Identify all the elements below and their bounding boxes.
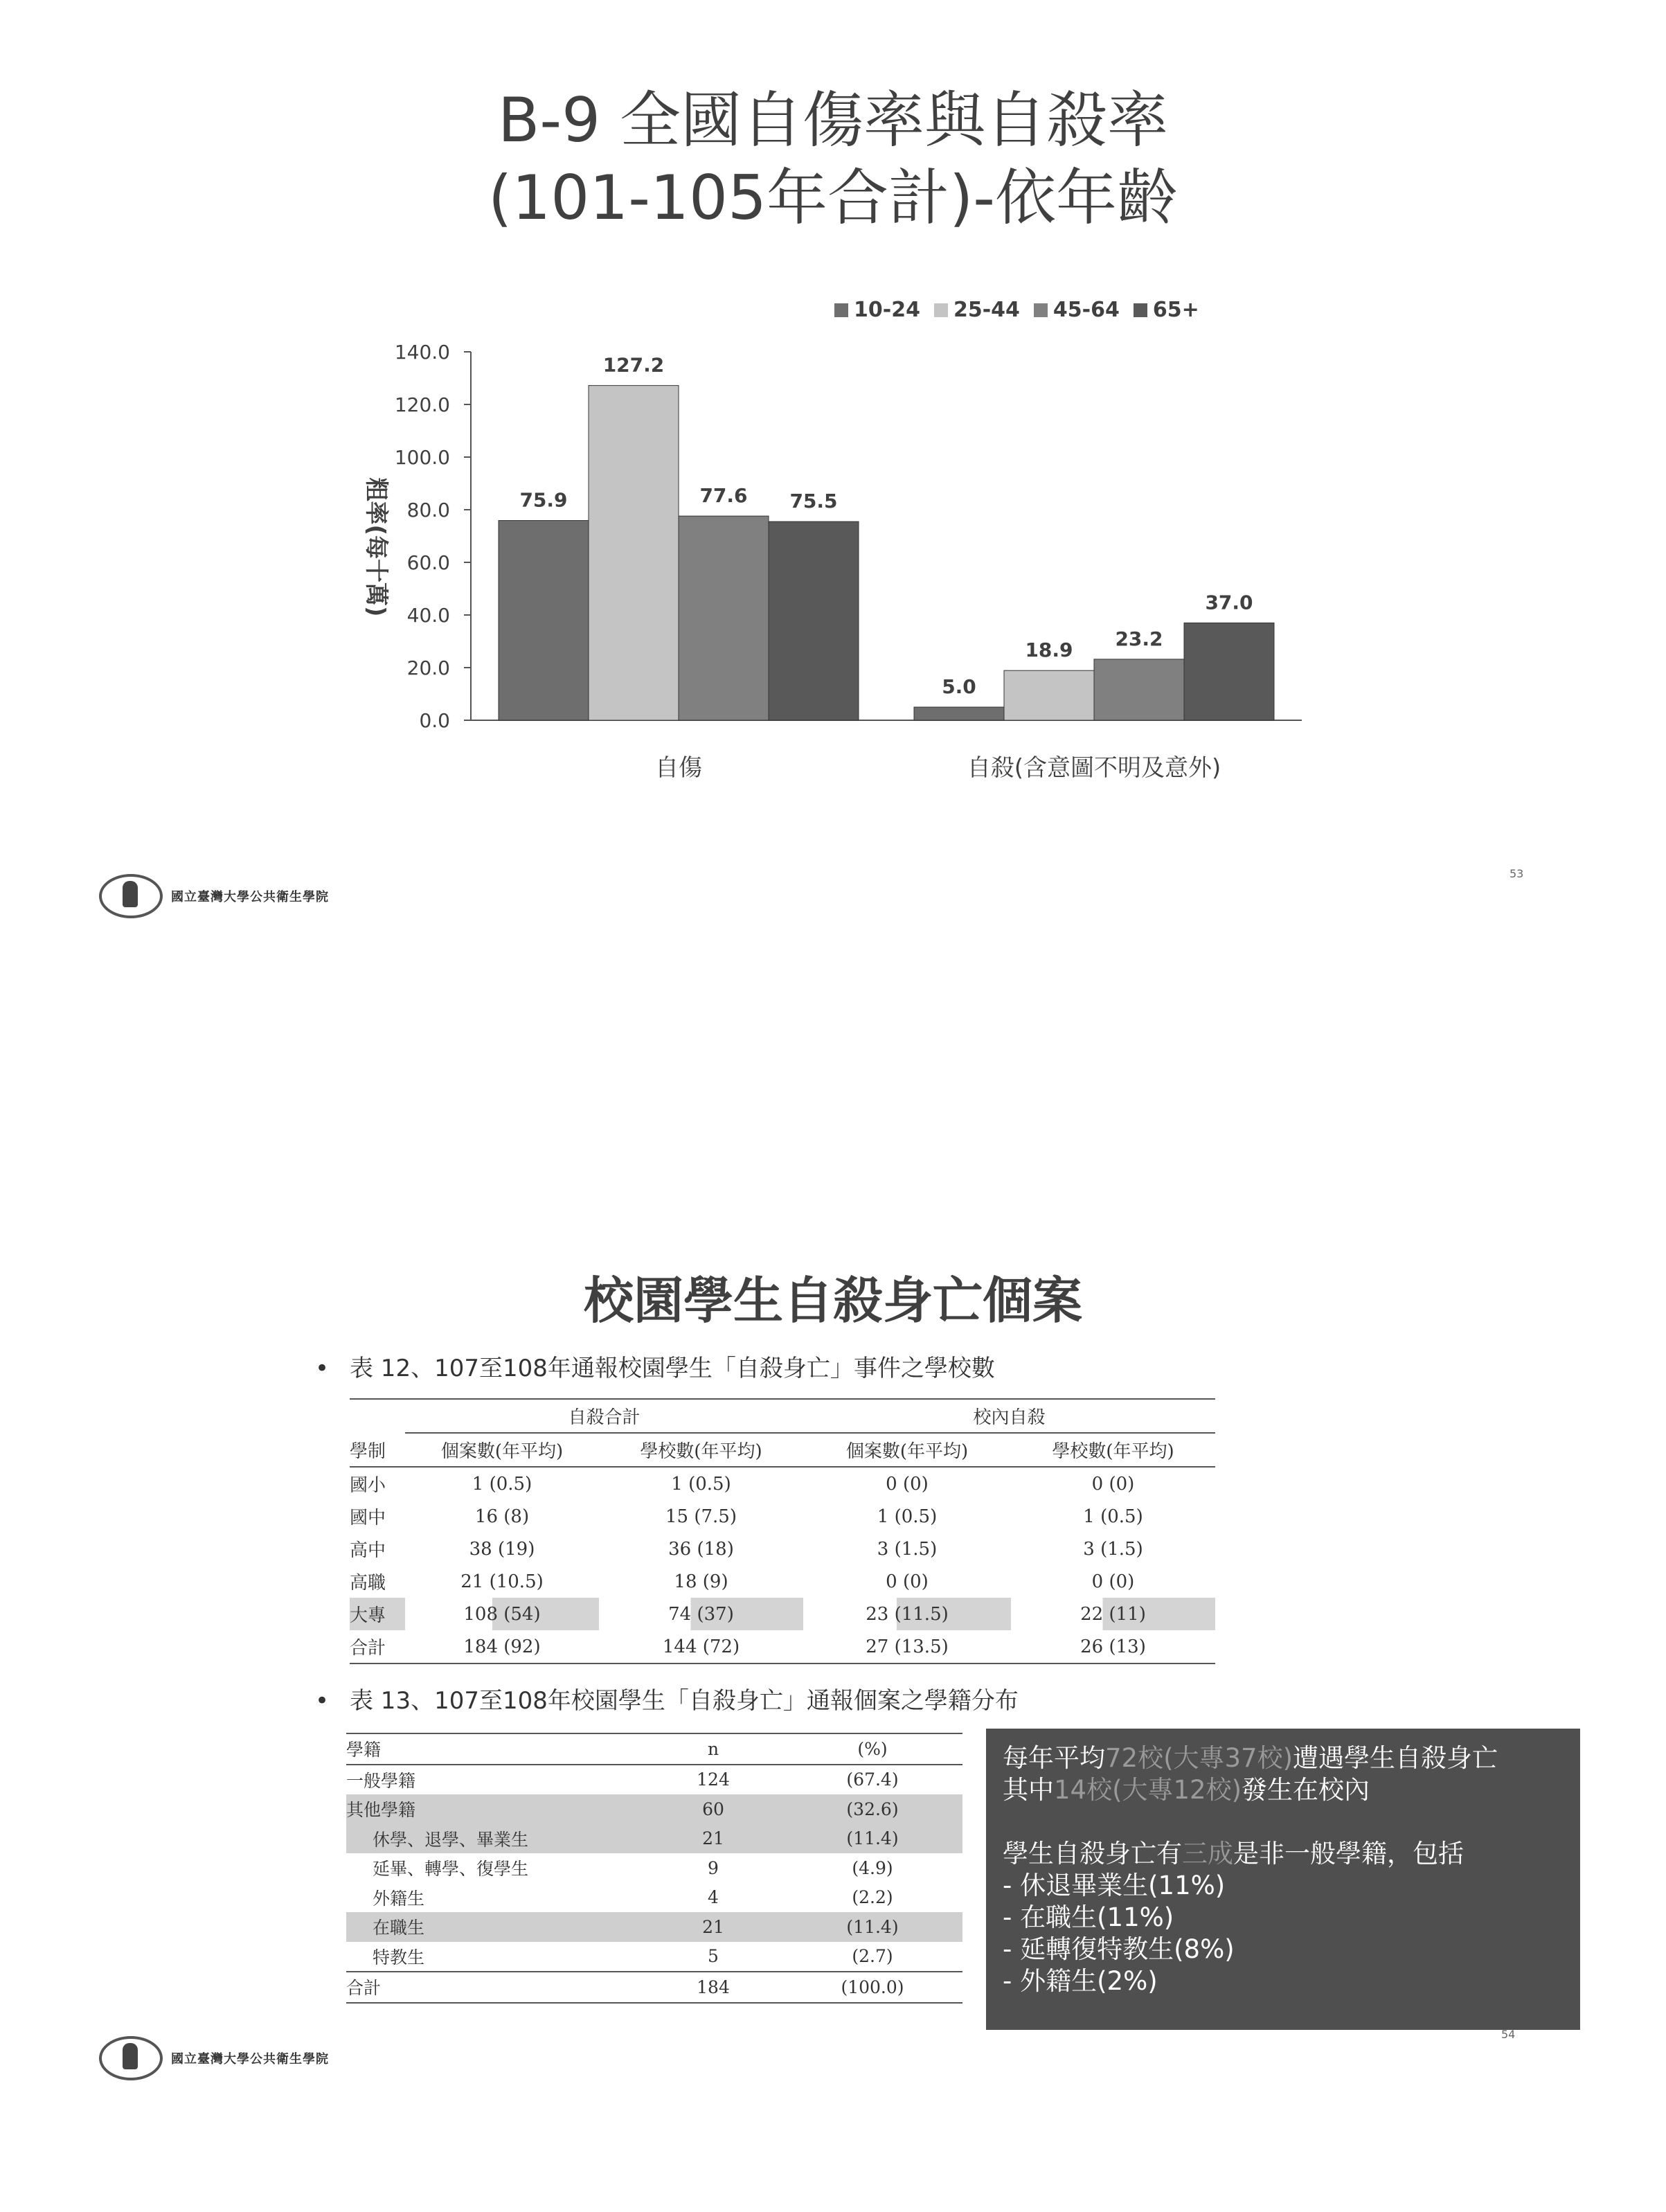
bar-25-44-1 [1004, 670, 1094, 720]
footer-logo [99, 2036, 329, 2080]
callout-list-item: - 在職生(11%) [1003, 1902, 1174, 1932]
table-cell: 3 (1.5) [877, 1538, 938, 1560]
table13-caption-text: 表 13、107至108年校園學生「自殺身亡」通報個案之學籍分布 [350, 1687, 1019, 1715]
corner-cell [350, 1399, 405, 1433]
table-cell: 23 (11.5) [803, 1598, 1011, 1630]
table-cell: 144 (72) [662, 1636, 740, 1657]
column-header: 個案數(年平均) [440, 1441, 564, 1462]
bar-value-label: 127.2 [602, 353, 665, 377]
legend-label: 45-64 [1053, 298, 1120, 322]
ntu-cph-logo-icon [99, 2036, 163, 2080]
callout-text: 其中 [1003, 1775, 1054, 1805]
table-row [346, 1883, 962, 1913]
callout-highlight: 三成 [1182, 1839, 1233, 1868]
row-label-cell: 大專 [350, 1598, 405, 1630]
table-cell: 60 [702, 1799, 724, 1819]
x-category-label: 自殺(含意圖不明及意外) [967, 754, 1221, 782]
group-header: 校內自殺 [803, 1399, 1215, 1433]
table-row [346, 1824, 962, 1854]
row-label-cell: 休學、退學、畢業生 [373, 1829, 529, 1850]
table-cell: 9 [708, 1857, 719, 1878]
table-row [346, 1942, 962, 1972]
legend-label: 10-24 [854, 298, 920, 322]
callout-highlight: 72校(大專37校) [1105, 1743, 1293, 1773]
table-cell: 16 (8) [474, 1506, 530, 1527]
bar-value-label: 37.0 [1205, 591, 1253, 614]
table-cell: 27 (13.5) [866, 1636, 949, 1657]
callout-line [1003, 1838, 1564, 1870]
table-cell: 0 (0) [886, 1473, 929, 1495]
column-header: 個案數(年平均) [845, 1441, 969, 1462]
row-label-cell: 合計 [350, 1638, 386, 1659]
table-cell: 184 (92) [463, 1636, 541, 1657]
table-cell: 26 (13) [1080, 1636, 1146, 1657]
row-label-cell: 一般學籍 [346, 1770, 416, 1791]
table-cell: 38 (19) [469, 1538, 535, 1560]
row-label-cell: 高中 [350, 1540, 386, 1561]
row-label-cell: 在職生 [373, 1918, 425, 1938]
row-label-cell: 合計 [346, 1978, 382, 1999]
table-cell: 21 [702, 1916, 724, 1937]
y-tick-label: 80.0 [406, 499, 450, 521]
callout-line [1003, 1774, 1564, 1806]
table-cell: (2.7) [852, 1946, 893, 1967]
table-cell: 21 (10.5) [460, 1571, 544, 1592]
callout-text: 每年平均 [1003, 1743, 1105, 1773]
bar-10-24-0 [499, 521, 589, 720]
callout-list-item: - 延轉復特教生(8%) [1003, 1934, 1235, 1964]
table-cell: 0 (0) [1091, 1571, 1135, 1592]
table-cell: (2.2) [852, 1887, 893, 1908]
column-header: (%) [857, 1738, 888, 1759]
callout-text: 遭遇學生自殺身亡 [1293, 1743, 1498, 1773]
table13-body [346, 1765, 962, 2003]
column-header: 學制 [350, 1441, 386, 1462]
table-cell: 18 (9) [674, 1571, 728, 1592]
page-number: 53 [1510, 867, 1524, 880]
bar-10-24-1 [914, 707, 1004, 720]
table-row [346, 1853, 962, 1883]
slide-title: 校園學生自殺身亡個案 [583, 1272, 1082, 1330]
table-13 [346, 1733, 962, 2004]
footer-org: 國立臺灣大學公共衛生學院 [171, 890, 329, 904]
row-label-cell: 高職 [350, 1573, 386, 1594]
callout-text: 發生在校內 [1242, 1775, 1370, 1805]
table13-caption [315, 1682, 1019, 1715]
y-axis-label: 粗率(每十萬) [362, 477, 390, 617]
bullet-icon: • [315, 1355, 330, 1382]
table-cell: 0 (0) [1091, 1473, 1135, 1495]
table-cell: 74 (37) [599, 1598, 803, 1630]
table-row [346, 1765, 962, 1795]
callout-spacer [1003, 1806, 1564, 1838]
table-cell: 1 (0.5) [671, 1473, 731, 1495]
table-cell: 21 [702, 1828, 724, 1849]
table-cell: (11.4) [846, 1916, 899, 1937]
y-tick-label: 20.0 [406, 657, 450, 679]
bar-45-64-0 [679, 516, 769, 720]
bar-value-label: 75.9 [519, 488, 568, 512]
row-label-cell: 延畢、轉學、復學生 [373, 1859, 529, 1880]
y-tick-label: 140.0 [394, 341, 450, 364]
table-cell: (32.6) [846, 1799, 899, 1819]
y-tick-label: 120.0 [394, 393, 450, 416]
table-row [350, 1500, 1215, 1533]
row-label-cell: 特教生 [373, 1947, 425, 1968]
group-header: 自殺合計 [405, 1399, 803, 1433]
table-row [346, 1912, 962, 1942]
bar-value-label: 5.0 [942, 675, 976, 698]
y-tick-label: 100.0 [394, 446, 450, 469]
bar-value-label: 18.9 [1025, 639, 1073, 662]
row-label-cell: 其他學籍 [346, 1800, 416, 1821]
callout-text: 是非一般學籍，包括 [1233, 1839, 1464, 1868]
table-cell: 184 [697, 1977, 730, 1997]
callout-line [1003, 1742, 1564, 1774]
legend-label: 25-44 [953, 298, 1020, 322]
slide-53 [0, 0, 1666, 1025]
row-label-cell: 國中 [350, 1508, 386, 1528]
title-line-2: (101-105年合計)-依年齡 [487, 162, 1179, 233]
column-header: n [707, 1738, 719, 1759]
table-cell: (67.4) [846, 1769, 899, 1790]
table-12 [350, 1398, 1215, 1664]
table-cell: 5 [708, 1946, 719, 1967]
table-cell: 124 [697, 1769, 730, 1790]
table-row [350, 1598, 1215, 1630]
table-row [350, 1533, 1215, 1565]
y-tick-label: 60.0 [406, 551, 450, 574]
table-cell: 15 (7.5) [665, 1506, 737, 1527]
table-cell: 108 (54) [405, 1598, 599, 1630]
bar-value-label: 75.5 [789, 490, 838, 513]
table12-caption [315, 1349, 995, 1383]
table-row [350, 1630, 1215, 1664]
bar-value-label: 23.2 [1115, 627, 1163, 650]
footer-org: 國立臺灣大學公共衛生學院 [171, 2052, 329, 2067]
table-cell: 1 (0.5) [1083, 1506, 1143, 1527]
table-cell: 1 (0.5) [877, 1506, 938, 1527]
callout-list-item: - 休退畢業生(11%) [1003, 1871, 1226, 1900]
bar-value-label: 77.6 [699, 484, 748, 508]
table-row [346, 1972, 962, 2003]
callout-text: 學生自殺身亡有 [1003, 1839, 1182, 1868]
table-cell: (11.4) [846, 1828, 899, 1849]
column-header: 學校數(年平均) [1052, 1441, 1174, 1462]
row-label-cell: 國小 [350, 1475, 386, 1496]
bar-25-44-0 [589, 386, 679, 720]
bar-65+-0 [769, 521, 859, 720]
y-tick-label: 0.0 [419, 709, 450, 732]
table-row [346, 1794, 962, 1824]
column-header: 學籍 [346, 1740, 382, 1760]
table-cell: 22 (11) [1011, 1598, 1215, 1630]
column-header: 學校數(年平均) [640, 1441, 762, 1462]
table-row [350, 1467, 1215, 1500]
bar-45-64-1 [1094, 659, 1184, 720]
table-cell: 4 [708, 1887, 719, 1908]
table12-body [350, 1467, 1215, 1664]
footer-logo [99, 874, 329, 918]
callout-list-item: - 外籍生(2%) [1003, 1966, 1158, 1996]
bar-65+-1 [1184, 623, 1274, 720]
row-label-cell: 外籍生 [373, 1888, 425, 1909]
x-category-label: 自傷 [655, 754, 702, 782]
table12-caption-text: 表 12、107至108年通報校園學生「自殺身亡」事件之學校數 [350, 1355, 995, 1382]
page-number: 54 [1501, 2028, 1516, 2041]
table-cell: 3 (1.5) [1083, 1538, 1143, 1560]
legend-label: 65+ [1152, 298, 1199, 322]
callout-highlight: 14校(大專12校) [1054, 1775, 1242, 1805]
table-cell: 0 (0) [886, 1571, 929, 1592]
y-tick-label: 40.0 [406, 604, 450, 627]
table-cell: 36 (18) [668, 1538, 734, 1560]
table-cell: (100.0) [841, 1977, 904, 1997]
ntu-cph-logo-icon [99, 874, 163, 918]
bar-chart [0, 0, 1666, 831]
table-row [350, 1565, 1215, 1598]
title-line-1: B-9 全國自傷率與自殺率 [497, 84, 1169, 156]
bullet-icon: • [315, 1687, 330, 1715]
summary-callout [986, 1729, 1580, 2030]
table-cell: (4.9) [852, 1857, 893, 1878]
slide-54 [0, 1025, 1666, 2212]
table-cell: 1 (0.5) [472, 1473, 532, 1495]
